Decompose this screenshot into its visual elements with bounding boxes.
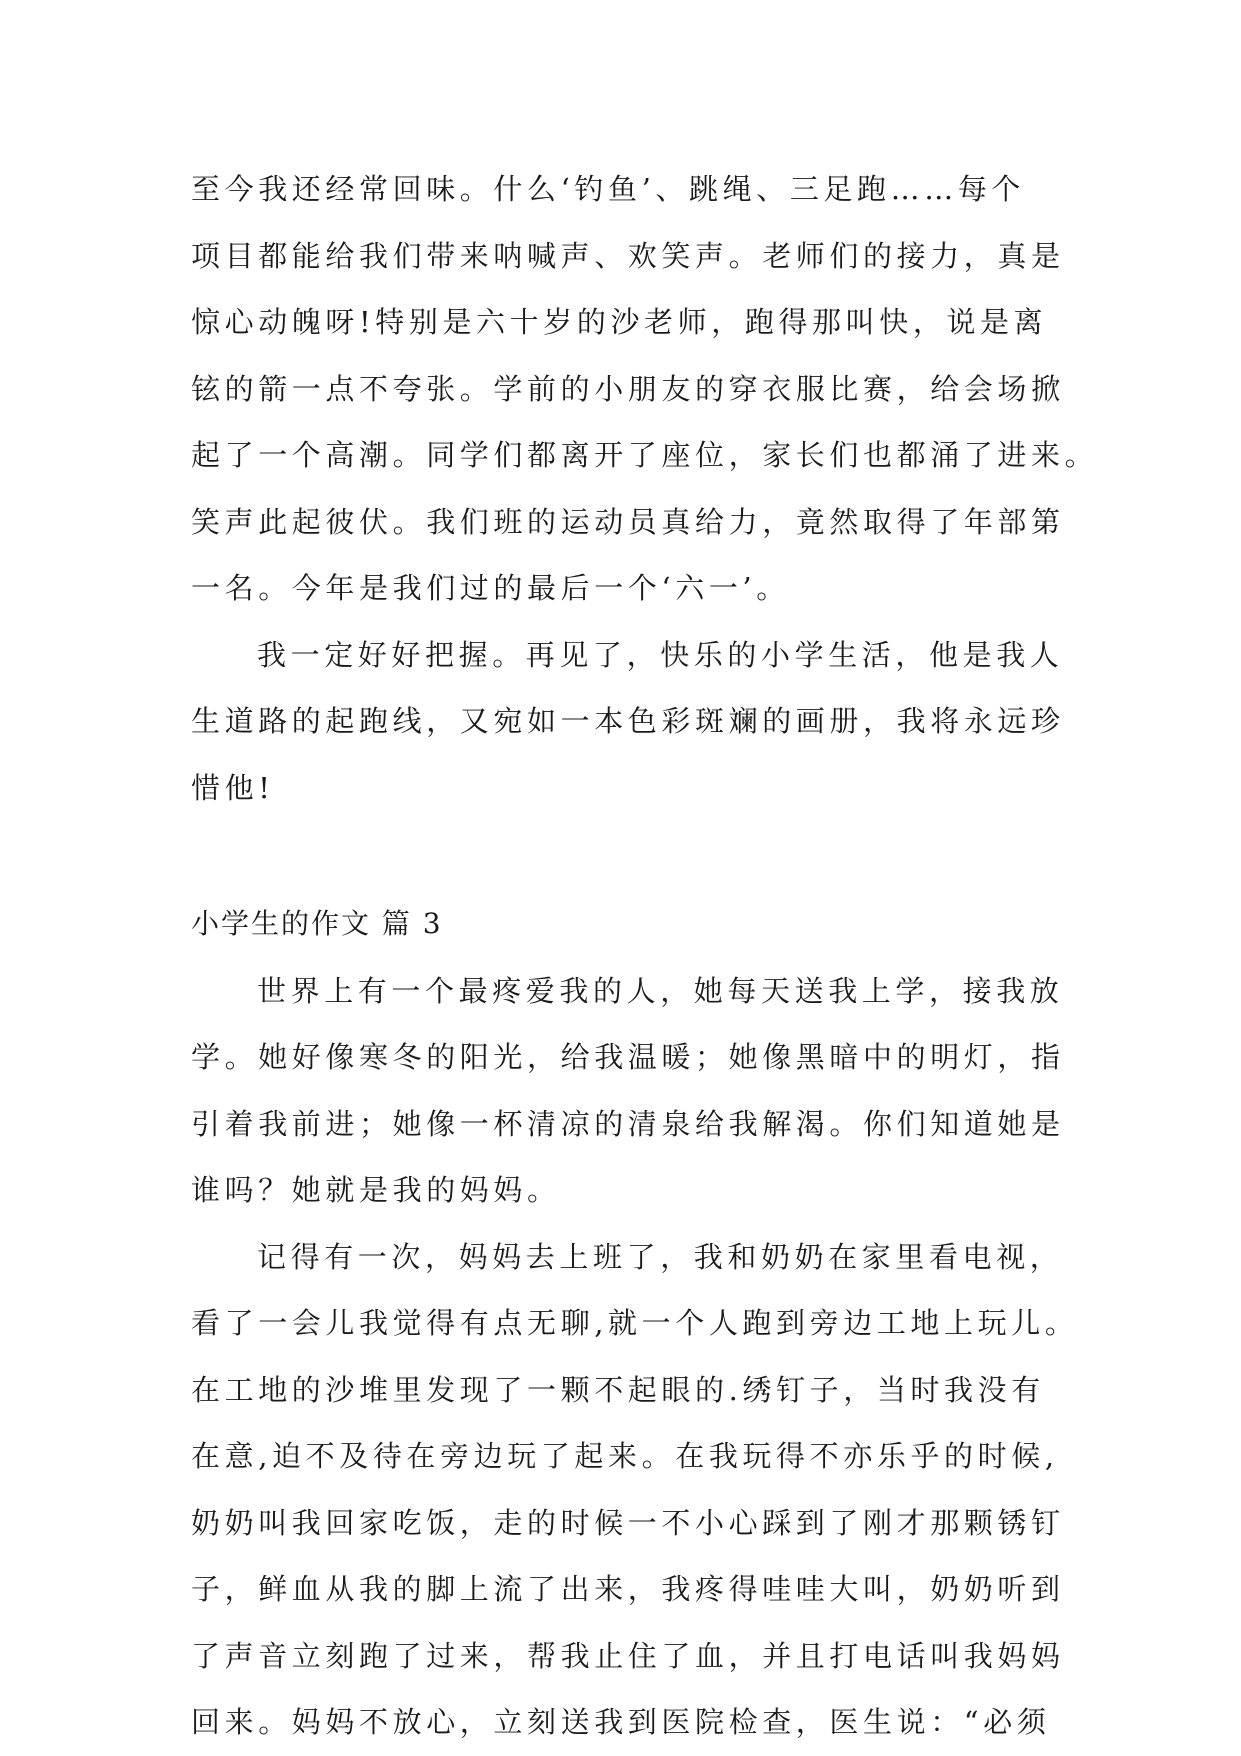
text-line: 看了一会儿我觉得有点无聊,就一个人跑到旁边工地上玩儿。 — [191, 1306, 1079, 1340]
text-line: 生道路的起跑线，又宛如一本色彩斑斓的画册，我将永远珍 — [191, 704, 1065, 738]
text-line: 起了一个高潮。同学们都离开了座位，家长们也都涌了进来。 — [191, 438, 1099, 472]
paragraph-story — [191, 1224, 1079, 1756]
document-body — [191, 156, 1099, 1756]
text-line: 引着我前进；她像一杯清凉的清泉给我解渴。你们知道她是 — [191, 1106, 1065, 1141]
text-line: 我一定好好把握。再见了，快乐的小学生活，他是我人 — [257, 637, 1064, 672]
text-line: 在意,迫不及待在旁边玩了起来。在我玩得不亦乐乎的时候, — [191, 1439, 1059, 1473]
text-line: 奶奶叫我回家吃饭，走的时候一不小心踩到了刚才那颗锈钉 — [191, 1505, 1065, 1540]
text-line: 记得有一次，妈妈去上班了，我和奶奶在家里看电视， — [257, 1239, 1064, 1274]
paragraph-intro — [191, 958, 1071, 1224]
text-line: 谁吗？她就是我的妈妈。 — [191, 1173, 561, 1207]
text-line: 在工地的沙堆里发现了一颗不起眼的.绣钉子，当时我没有 — [191, 1372, 1045, 1407]
paragraph-farewell — [191, 622, 1071, 822]
text-line: 回来。妈妈不放心，立刻送我到医院检查，医生说：“必须 — [191, 1705, 1051, 1739]
section-gap — [191, 821, 1071, 891]
text-line: 项目都能给我们带来呐喊声、欢笑声。老师们的接力，真是 — [191, 238, 1065, 273]
paragraph-continued — [191, 156, 1099, 622]
text-line: 惊心动魄呀!特别是六十岁的沙老师，跑得那叫快，说是离 — [191, 305, 1048, 339]
text-line: 笑声此起彼伏。我们班的运动员真给力，竟然取得了年部第 — [191, 504, 1065, 539]
text-line: 至今我还经常回味。什么‘钓鱼’、跳绳、三足跑……每个 — [191, 172, 1026, 206]
text-line: 惜他! — [191, 770, 275, 805]
text-line: 世界上有一个最疼爱我的人，她每天送我上学，接我放 — [257, 973, 1064, 1008]
text-line: 铉的箭一点不夸张。学前的小朋友的穿衣服比赛，给会场掀 — [191, 371, 1065, 406]
text-line: 一名。今年是我们过的最后一个‘六一’。 — [191, 571, 790, 605]
section-heading: 小学生的作文 篇 3 — [191, 907, 443, 940]
text-line: 学。她好像寒冬的阳光，给我温暖；她像黑暗中的明灯，指 — [191, 1040, 1065, 1074]
text-line: 了声音立刻跑了过来，帮我止住了血，并且打电话叫我妈妈 — [191, 1638, 1065, 1673]
text-line: 子，鲜血从我的脚上流了出来，我疼得哇哇大叫，奶奶听到 — [191, 1572, 1065, 1606]
